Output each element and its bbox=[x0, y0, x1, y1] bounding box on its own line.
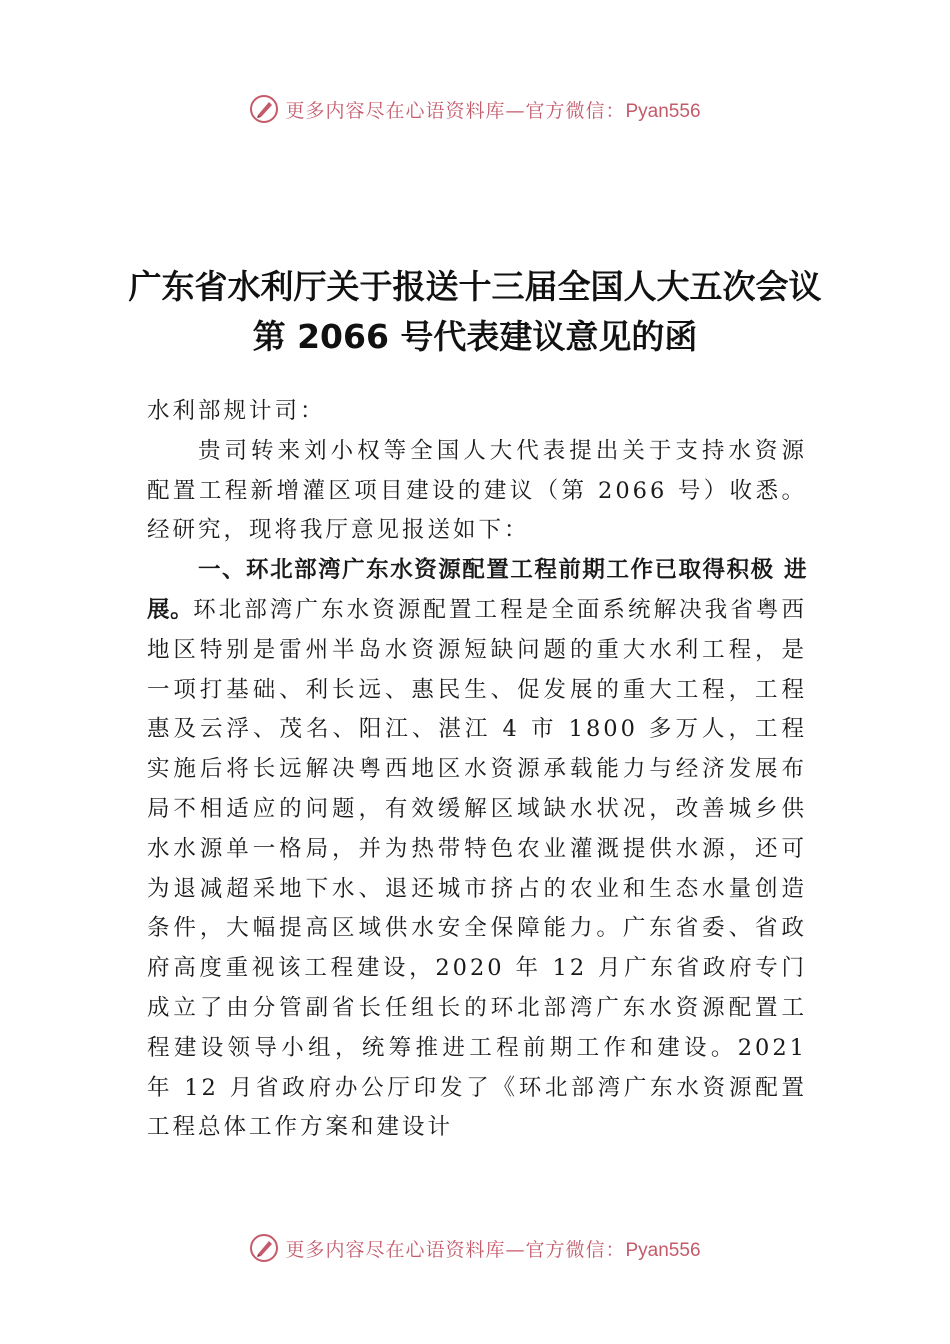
intro-paragraph: 贵司转来刘小权等全国人大代表提出关于支持水资源配置工程新增灌区项目建设的建议（第 2066 号）收悉。经研究，现将我厅意见报送如下： bbox=[147, 437, 807, 544]
document-body bbox=[147, 392, 807, 1148]
watermark-text: 更多内容尽在心语资料库—官方微信：Pyan556 bbox=[285, 99, 701, 122]
section-1-paragraph bbox=[147, 551, 807, 1148]
pen-logo-icon bbox=[249, 1233, 279, 1263]
salutation: 水利部规计司： bbox=[147, 398, 326, 424]
document-title: 广东省水利厅关于报送十三届全国人大五次会议第 2066 号代表建议意见的函 bbox=[128, 267, 822, 356]
watermark-text: 更多内容尽在心语资料库—官方微信：Pyan556 bbox=[285, 1238, 701, 1261]
section-1-body: 环北部湾广东水资源配置工程是全面系统解决我省粤西地区特别是雷州半岛水资源短缺问题的重大水利工程，是一项打基础、利长远、惠民生、促发展的重大工程，工程惠及云浮、茂名、阳江、湛江 4 市 1800 多万人，工程实施后将长远解决粤西地区水资源承载能力与经济发展布局不相适应的问题，有效缓解区域缺水状况，改善城乡供水水源单一格局，并为热带特色农业灌溉提供水源，还可为退减超采地下水、退还城市挤占的农业和生态水量创造条件，大幅提高区域供水安全保障能力。广东省委、省政府高度重视该工程建设，2020 年 12 月广东省政府专门成立了由分管副省长任组长的环北部湾广东水资源配置工程建设领导小组，统筹推进工程前期工作和建设。2021 年 12 月省政府办公厅印发了《环北部湾广东水资源配置工程总体工作方案和建设计 bbox=[147, 596, 807, 1141]
watermark-footer bbox=[0, 1233, 950, 1263]
pen-logo-icon bbox=[249, 94, 279, 124]
section-1-heading: 一、环北部湾广东水资源配置工程前期工作已取得积极 进展。 bbox=[147, 557, 807, 623]
watermark-header bbox=[0, 94, 950, 124]
